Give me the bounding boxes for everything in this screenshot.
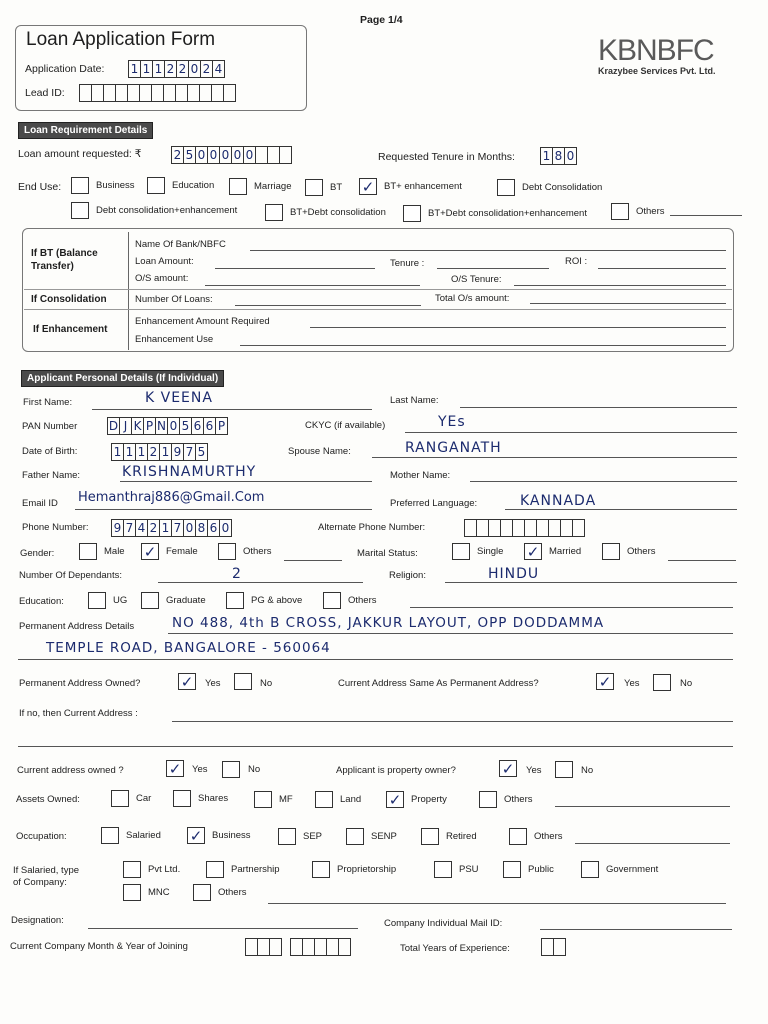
education-graduate-label: Graduate bbox=[166, 595, 206, 606]
experience-cell-2[interactable] bbox=[553, 938, 566, 956]
company-pvt-ltd-label: Pvt Ltd. bbox=[148, 864, 181, 875]
dependants-line bbox=[158, 582, 363, 583]
end-use-marriage-label: Marriage bbox=[254, 181, 292, 192]
education-label: Education: bbox=[19, 596, 64, 607]
enhancement-amount-label: Enhancement Amount Required bbox=[135, 316, 270, 327]
gender-others-checkbox[interactable] bbox=[218, 543, 236, 560]
dob-cell-3[interactable]: 1 bbox=[135, 443, 148, 461]
gender-others-label: Others bbox=[243, 546, 272, 557]
joining-year-boxes[interactable] bbox=[291, 938, 351, 956]
end-use-bt-enhancement-checkbox[interactable]: ✓ bbox=[359, 178, 377, 195]
pan-cell-4[interactable]: P bbox=[143, 417, 156, 435]
property-owner-no-checkbox[interactable] bbox=[555, 761, 573, 778]
assets-property-label: Property bbox=[411, 794, 447, 805]
father-label: Father Name: bbox=[22, 470, 81, 481]
bt-loan-amount-label: Loan Amount: bbox=[135, 256, 194, 267]
join-year-cell-5[interactable] bbox=[338, 938, 351, 956]
perm-owned-no-checkbox[interactable] bbox=[234, 673, 252, 690]
app-date-cell-3[interactable]: 1 bbox=[152, 60, 165, 78]
end-use-business-label: Business bbox=[96, 180, 135, 191]
end-use-debt-consolidation-label: Debt Consolidation bbox=[522, 182, 603, 193]
current-owned-label: Current address owned ? bbox=[17, 765, 124, 776]
joining-month-boxes[interactable] bbox=[246, 938, 282, 956]
occupation-senp-label: SENP bbox=[371, 831, 397, 842]
perm-owned-label: Permanent Address Owned? bbox=[19, 678, 141, 689]
dependants-value[interactable]: 2 bbox=[232, 566, 242, 582]
applicant-section-header: Applicant Personal Details (If Individual) bbox=[21, 370, 224, 387]
alt-phone-label: Alternate Phone Number: bbox=[318, 522, 426, 533]
phone-cell-7[interactable]: 0 bbox=[183, 519, 196, 537]
company-psu-label: PSU bbox=[459, 864, 479, 875]
company-mnc-checkbox[interactable] bbox=[123, 884, 141, 901]
app-date-cell-4[interactable]: 2 bbox=[164, 60, 177, 78]
gender-female-checkbox[interactable]: ✓ bbox=[141, 543, 159, 560]
pan-cell-7[interactable]: 5 bbox=[179, 417, 192, 435]
pan-cell-3[interactable]: K bbox=[131, 417, 144, 435]
end-use-bt-checkbox[interactable] bbox=[305, 179, 323, 196]
dob-label: Date of Birth: bbox=[22, 446, 78, 457]
os-amount-line[interactable] bbox=[205, 285, 420, 286]
same-address-no-label: No bbox=[680, 678, 693, 689]
company-public-checkbox[interactable] bbox=[503, 861, 521, 878]
assets-others-line[interactable] bbox=[555, 806, 730, 807]
if-enhancement-label: If Enhancement bbox=[33, 324, 108, 335]
assets-others-label: Others bbox=[504, 794, 533, 805]
phone-cell-3[interactable]: 4 bbox=[135, 519, 148, 537]
current-owned-no-label: No bbox=[248, 764, 261, 775]
occupation-business-label: Business bbox=[212, 830, 251, 841]
company-others-label: Others bbox=[218, 887, 247, 898]
bt-divider bbox=[128, 232, 129, 350]
number-of-loans-label: Number Of Loans: bbox=[135, 294, 213, 305]
marital-single-checkbox[interactable] bbox=[452, 543, 470, 560]
father-line bbox=[120, 481, 372, 482]
experience-boxes[interactable] bbox=[542, 938, 566, 956]
loan-amount-cell-2[interactable]: 5 bbox=[183, 146, 196, 164]
religion-line bbox=[445, 582, 737, 583]
first-name-label: First Name: bbox=[23, 397, 73, 408]
email-value[interactable]: Hemanthraj886@Gmail.Com bbox=[78, 490, 265, 505]
bt-tenure-line[interactable] bbox=[437, 268, 549, 269]
experience-label: Total Years of Experience: bbox=[400, 943, 510, 954]
gender-others-line[interactable] bbox=[284, 560, 342, 561]
gender-female-label: Female bbox=[166, 546, 198, 557]
end-use-others-label: Others bbox=[636, 206, 665, 217]
company-proprietorship-label: Proprietorship bbox=[337, 864, 397, 875]
occupation-senp-checkbox[interactable] bbox=[346, 828, 364, 845]
app-date-cell-7[interactable]: 2 bbox=[200, 60, 213, 78]
spouse-line bbox=[372, 457, 737, 458]
end-use-debt-consolidation-enhancement-checkbox[interactable] bbox=[71, 202, 89, 219]
if-bt-label: If BT (Balance Transfer) bbox=[31, 248, 98, 272]
total-os-line[interactable] bbox=[530, 303, 726, 304]
alt-phone-cell-10[interactable] bbox=[572, 519, 585, 537]
spouse-value[interactable]: RANGANATH bbox=[405, 440, 502, 456]
language-line bbox=[505, 509, 737, 510]
company-partnership-label: Partnership bbox=[231, 864, 280, 875]
app-date-cell-1[interactable]: 1 bbox=[128, 60, 141, 78]
assets-shares-label: Shares bbox=[198, 793, 229, 804]
current-address-line-1[interactable] bbox=[172, 721, 733, 722]
enhancement-use-label: Enhancement Use bbox=[135, 334, 214, 345]
phone-label: Phone Number: bbox=[22, 522, 89, 533]
bt-row-divider-1 bbox=[24, 289, 732, 290]
phone-cell-2[interactable]: 7 bbox=[123, 519, 136, 537]
pan-cell-2[interactable]: J bbox=[119, 417, 132, 435]
father-value[interactable]: KRISHNAMURTHY bbox=[122, 464, 257, 480]
end-use-others-checkbox[interactable] bbox=[611, 203, 629, 220]
mother-label: Mother Name: bbox=[390, 470, 451, 481]
education-graduate-checkbox[interactable] bbox=[141, 592, 159, 609]
occupation-sep-label: SEP bbox=[303, 831, 323, 842]
religion-label: Religion: bbox=[389, 570, 426, 581]
assets-shares-checkbox[interactable] bbox=[173, 790, 191, 807]
perm-owned-yes-label: Yes bbox=[205, 678, 221, 689]
same-address-no-checkbox[interactable] bbox=[653, 674, 671, 691]
company-type-label-1: If Salaried, type bbox=[13, 865, 80, 876]
marital-married-checkbox[interactable]: ✓ bbox=[524, 543, 542, 560]
perm-address-line2[interactable]: TEMPLE ROAD, BANGALORE - 560064 bbox=[46, 640, 331, 656]
loan-amount-label: Loan amount requested: ₹ bbox=[18, 148, 142, 160]
language-label: Preferred Language: bbox=[390, 498, 478, 509]
join-month-cell-3[interactable] bbox=[269, 938, 282, 956]
assets-car-checkbox[interactable] bbox=[111, 790, 129, 807]
end-use-bt-enhancement-label: BT+ enhancement bbox=[384, 181, 462, 192]
property-owner-no-label: No bbox=[581, 765, 594, 776]
occupation-business-checkbox[interactable]: ✓ bbox=[187, 827, 205, 844]
dob-cell-1[interactable]: 1 bbox=[111, 443, 124, 461]
marital-single-label: Single bbox=[477, 546, 504, 557]
page-number: Page 1/4 bbox=[360, 14, 403, 26]
email-line bbox=[75, 509, 372, 510]
first-name-value[interactable]: K VEENA bbox=[145, 390, 213, 406]
end-use-bt-debt-consolidation-enhancement-label: BT+Debt consolidation+enhancement bbox=[428, 208, 587, 219]
email-label: Email ID bbox=[22, 498, 58, 509]
app-date-cell-8[interactable]: 4 bbox=[212, 60, 225, 78]
spouse-label: Spouse Name: bbox=[288, 446, 351, 457]
bank-name-label: Name Of Bank/NBFC bbox=[135, 239, 226, 250]
occupation-retired-checkbox[interactable] bbox=[421, 828, 439, 845]
same-address-yes-label: Yes bbox=[624, 678, 640, 689]
dob-cell-8[interactable]: 5 bbox=[195, 443, 208, 461]
perm-address-underline-1 bbox=[168, 633, 733, 634]
pan-cell-10[interactable]: P bbox=[215, 417, 228, 435]
ckyc-label: CKYC (if available) bbox=[305, 420, 386, 431]
phone-cell-8[interactable]: 8 bbox=[195, 519, 208, 537]
mother-line[interactable] bbox=[470, 481, 737, 482]
property-owner-yes-checkbox[interactable]: ✓ bbox=[499, 760, 517, 777]
phone-cell-6[interactable]: 7 bbox=[171, 519, 184, 537]
ckyc-value[interactable]: YEs bbox=[438, 414, 466, 430]
marital-married-label: Married bbox=[549, 546, 582, 557]
enhancement-use-line[interactable] bbox=[240, 345, 726, 346]
if-consolidation-label: If Consolidation bbox=[31, 294, 107, 305]
application-date-label: Application Date: bbox=[25, 63, 105, 75]
app-date-cell-6[interactable]: 0 bbox=[188, 60, 201, 78]
designation-line[interactable] bbox=[88, 928, 358, 929]
enhancement-amount-line[interactable] bbox=[310, 327, 726, 328]
dob-cell-2[interactable]: 1 bbox=[123, 443, 136, 461]
company-pvt-ltd-checkbox[interactable] bbox=[123, 861, 141, 878]
assets-label: Assets Owned: bbox=[16, 794, 80, 805]
tenure-cell-1[interactable]: 1 bbox=[540, 147, 553, 165]
loan-amount-cell-5[interactable]: 0 bbox=[219, 146, 232, 164]
assets-land-checkbox[interactable] bbox=[315, 791, 333, 808]
loan-amount-cell-7[interactable]: 0 bbox=[243, 146, 256, 164]
company-mail-line[interactable] bbox=[540, 929, 732, 930]
loan-amount-cell-3[interactable]: 0 bbox=[195, 146, 208, 164]
logo-brand: KBNBFC bbox=[598, 34, 714, 67]
os-tenure-label: O/S Tenure: bbox=[451, 274, 502, 285]
language-value[interactable]: KANNADA bbox=[520, 493, 597, 509]
application-date-boxes[interactable] bbox=[129, 60, 225, 78]
perm-address-underline-2 bbox=[18, 659, 733, 660]
occupation-salaried-label: Salaried bbox=[126, 830, 161, 841]
lead-id-label: Lead ID: bbox=[25, 87, 65, 99]
dob-cell-4[interactable]: 2 bbox=[147, 443, 160, 461]
property-owner-label: Applicant is property owner? bbox=[336, 765, 456, 776]
app-date-cell-5[interactable]: 2 bbox=[176, 60, 189, 78]
occupation-label: Occupation: bbox=[16, 831, 67, 842]
os-amount-label: O/S amount: bbox=[135, 273, 189, 284]
company-public-label: Public bbox=[528, 864, 554, 875]
phone-cell-5[interactable]: 1 bbox=[159, 519, 172, 537]
company-others-line[interactable] bbox=[268, 903, 726, 904]
total-os-label: Total O/s amount: bbox=[435, 293, 510, 304]
last-name-line[interactable] bbox=[460, 407, 737, 408]
education-pg-above-label: PG & above bbox=[251, 595, 303, 606]
dob-cell-5[interactable]: 1 bbox=[159, 443, 172, 461]
education-pg-above-checkbox[interactable] bbox=[226, 592, 244, 609]
end-use-bt-debt-consolidation-label: BT+Debt consolidation bbox=[290, 207, 386, 218]
education-ug-label: UG bbox=[113, 595, 128, 606]
tenure-label: Requested Tenure in Months: bbox=[378, 151, 515, 163]
education-others-line[interactable] bbox=[410, 607, 733, 608]
end-use-bt-debt-consolidation-checkbox[interactable] bbox=[265, 204, 283, 221]
marital-others-checkbox[interactable] bbox=[602, 543, 620, 560]
assets-property-checkbox[interactable]: ✓ bbox=[386, 791, 404, 808]
company-proprietorship-checkbox[interactable] bbox=[312, 861, 330, 878]
loan-amount-cell-4[interactable]: 0 bbox=[207, 146, 220, 164]
phone-boxes[interactable] bbox=[112, 519, 232, 537]
loan-section-header: Loan Requirement Details bbox=[18, 122, 153, 139]
dob-cell-6[interactable]: 9 bbox=[171, 443, 184, 461]
dob-boxes[interactable] bbox=[112, 443, 208, 461]
occupation-others-line[interactable] bbox=[575, 843, 730, 844]
occupation-others-checkbox[interactable] bbox=[509, 828, 527, 845]
company-type-label-2: of Company: bbox=[13, 877, 67, 888]
assets-car-label: Car bbox=[136, 793, 152, 804]
bt-loan-amount-line[interactable] bbox=[215, 268, 375, 269]
company-others-checkbox[interactable] bbox=[193, 884, 211, 901]
end-use-education-checkbox[interactable] bbox=[147, 177, 165, 194]
perm-owned-no-label: No bbox=[260, 678, 273, 689]
assets-mf-label: MF bbox=[279, 794, 293, 805]
loan-amount-cell-10[interactable] bbox=[279, 146, 292, 164]
designation-label: Designation: bbox=[11, 915, 64, 926]
company-government-label: Government bbox=[606, 864, 659, 875]
end-use-bt-debt-consolidation-enhancement-checkbox[interactable] bbox=[403, 205, 421, 222]
last-name-label: Last Name: bbox=[390, 395, 439, 406]
phone-cell-4[interactable]: 2 bbox=[147, 519, 160, 537]
app-date-cell-2[interactable]: 1 bbox=[140, 60, 153, 78]
education-ug-checkbox[interactable] bbox=[88, 592, 106, 609]
bank-name-line[interactable] bbox=[250, 250, 726, 251]
occupation-sep-checkbox[interactable] bbox=[278, 828, 296, 845]
pan-boxes[interactable] bbox=[108, 417, 228, 435]
phone-cell-9[interactable]: 6 bbox=[207, 519, 220, 537]
dependants-label: Number Of Dependants: bbox=[19, 570, 122, 581]
tenure-cell-3[interactable]: 0 bbox=[564, 147, 577, 165]
loan-amount-cell-1[interactable]: 2 bbox=[171, 146, 184, 164]
current-owned-yes-checkbox[interactable]: ✓ bbox=[166, 760, 184, 777]
roi-label: ROI : bbox=[565, 256, 588, 267]
end-use-others-line[interactable] bbox=[670, 215, 742, 216]
end-use-bt-label: BT bbox=[330, 182, 343, 193]
religion-value[interactable]: HINDU bbox=[488, 566, 540, 582]
gender-male-label: Male bbox=[104, 546, 125, 557]
lead-id-boxes[interactable] bbox=[80, 84, 236, 102]
pan-cell-1[interactable]: D bbox=[108, 419, 119, 433]
assets-others-checkbox[interactable] bbox=[479, 791, 497, 808]
company-logo bbox=[598, 34, 716, 76]
assets-land-label: Land bbox=[340, 794, 362, 805]
alt-phone-boxes[interactable] bbox=[465, 519, 585, 537]
same-address-label: Current Address Same As Permanent Address? bbox=[338, 678, 539, 689]
perm-address-label: Permanent Address Details bbox=[19, 621, 135, 632]
pan-label: PAN Number bbox=[22, 421, 78, 432]
company-mnc-label: MNC bbox=[148, 887, 170, 898]
marital-others-label: Others bbox=[627, 546, 656, 557]
marital-others-line[interactable] bbox=[668, 560, 736, 561]
phone-cell-10[interactable]: 0 bbox=[219, 519, 232, 537]
current-owned-yes-label: Yes bbox=[192, 764, 208, 775]
company-government-checkbox[interactable] bbox=[581, 861, 599, 878]
loan-amount-cell-6[interactable]: 0 bbox=[231, 146, 244, 164]
end-use-debt-consolidation-enhancement-label: Debt consolidation+enhancement bbox=[96, 205, 238, 216]
same-address-yes-checkbox[interactable]: ✓ bbox=[596, 673, 614, 690]
bt-tenure-label: Tenure : bbox=[390, 258, 425, 269]
pan-cell-6[interactable]: 0 bbox=[167, 417, 180, 435]
marital-label: Marital Status: bbox=[357, 548, 418, 559]
gender-male-checkbox[interactable] bbox=[79, 543, 97, 560]
end-use-label: End Use: bbox=[18, 181, 62, 193]
gender-label: Gender: bbox=[20, 548, 55, 559]
company-psu-checkbox[interactable] bbox=[434, 861, 452, 878]
current-address-label: If no, then Current Address : bbox=[19, 708, 138, 719]
company-mail-label: Company Individual Mail ID: bbox=[384, 918, 503, 929]
ckyc-line bbox=[405, 432, 737, 433]
perm-address-line1[interactable]: NO 488, 4th B CROSS, JAKKUR LAYOUT, OPP DODDAMMA bbox=[172, 615, 605, 631]
tenure-cell-2[interactable]: 8 bbox=[552, 147, 565, 165]
number-of-loans-line[interactable] bbox=[235, 305, 421, 306]
education-others-label: Others bbox=[348, 595, 377, 606]
lead-id-cell-13[interactable] bbox=[223, 84, 236, 102]
end-use-marriage-checkbox[interactable] bbox=[229, 178, 247, 195]
joining-label: Current Company Month & Year of Joining bbox=[10, 941, 188, 952]
property-owner-yes-label: Yes bbox=[526, 765, 542, 776]
current-owned-no-checkbox[interactable] bbox=[222, 761, 240, 778]
form-title: Loan Application Form bbox=[26, 29, 216, 50]
end-use-debt-consolidation-checkbox[interactable] bbox=[497, 179, 515, 196]
pan-cell-5[interactable]: N bbox=[155, 417, 168, 435]
pan-cell-8[interactable]: 6 bbox=[191, 417, 204, 435]
tenure-boxes[interactable] bbox=[541, 147, 577, 165]
pan-cell-9[interactable]: 6 bbox=[203, 417, 216, 435]
occupation-others-label: Others bbox=[534, 831, 563, 842]
first-name-line bbox=[92, 409, 372, 410]
loan-amount-boxes[interactable] bbox=[172, 146, 292, 164]
assets-mf-checkbox[interactable] bbox=[254, 791, 272, 808]
end-use-education-label: Education bbox=[172, 180, 215, 191]
current-address-line-2[interactable] bbox=[18, 746, 733, 747]
education-others-checkbox[interactable] bbox=[323, 592, 341, 609]
logo-company-name: Krazybee Services Pvt. Ltd. bbox=[598, 66, 716, 76]
end-use-business-checkbox[interactable] bbox=[71, 177, 89, 194]
occupation-retired-label: Retired bbox=[446, 831, 477, 842]
bt-row-divider-2 bbox=[24, 309, 732, 310]
company-partnership-checkbox[interactable] bbox=[206, 861, 224, 878]
dob-cell-7[interactable]: 7 bbox=[183, 443, 196, 461]
phone-cell-1[interactable]: 9 bbox=[111, 519, 124, 537]
perm-owned-yes-checkbox[interactable]: ✓ bbox=[178, 673, 196, 690]
os-tenure-line[interactable] bbox=[514, 285, 726, 286]
occupation-salaried-checkbox[interactable] bbox=[101, 827, 119, 844]
roi-line[interactable] bbox=[598, 268, 726, 269]
